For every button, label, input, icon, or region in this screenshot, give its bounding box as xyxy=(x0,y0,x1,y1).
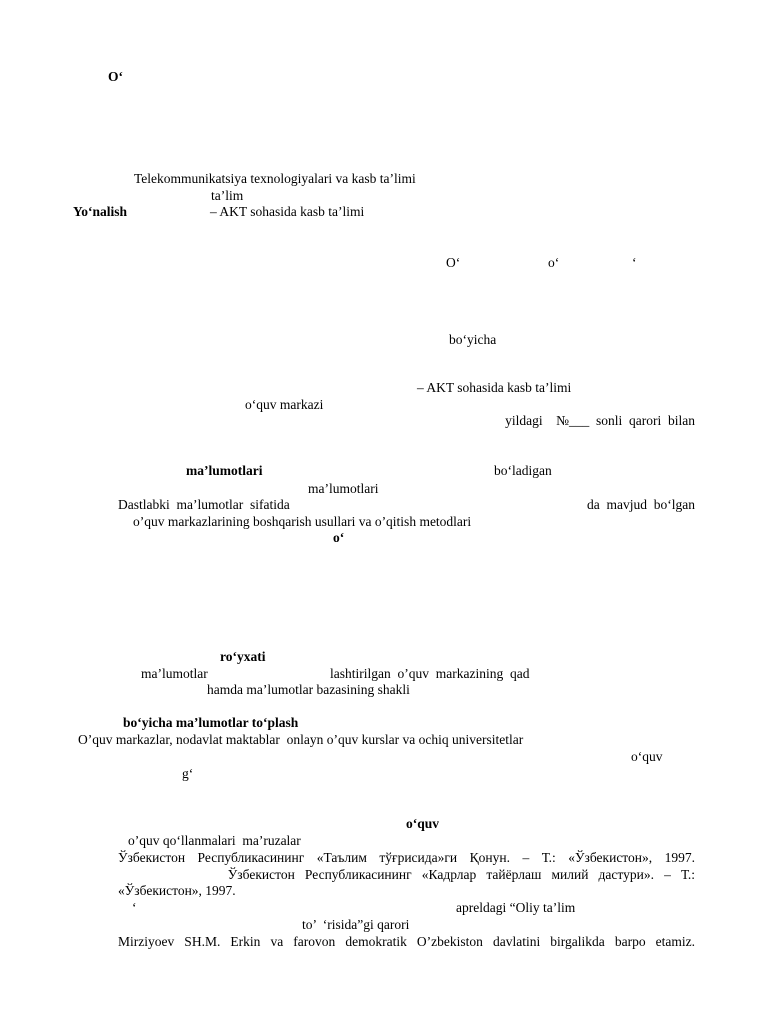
heading-fragment: O‘ xyxy=(108,69,123,84)
text-fragment: o‘ xyxy=(548,255,560,270)
text-fragment: lashtirilgan o’quv markazining qad xyxy=(330,666,530,681)
text-fragment: Dastlabki ma’lumotlar sifatida xyxy=(118,497,290,512)
text-fragment: da mavjud bo‘lgan xyxy=(587,497,695,512)
reference-item-cont: to’ ‘risida”gi qarori xyxy=(302,917,410,932)
text-line: O’quv markazlar, nodavlat maktablar onlayn o’quv kurslar va ochiq universitetlar xyxy=(78,732,524,747)
reference-item: Ўзбекистон Республикасининг «Таълим тўғрисида»ги Қонун. – Т.: «Ўзбекистон», 1997. xyxy=(118,850,695,865)
text-fragment: ma’lumotlari xyxy=(308,481,379,496)
bold-fragment: o‘ xyxy=(333,530,345,545)
text-line: – AKT sohasida kasb ta’limi xyxy=(417,380,572,395)
text-fragment: g‘ xyxy=(182,766,194,781)
text-fragment: ‘ xyxy=(632,255,637,270)
section-heading: bo‘yicha ma’lumotlar to‘plash xyxy=(123,715,299,730)
text-fragment: bo‘ladigan xyxy=(494,463,552,478)
text-line: o‘quv markazi xyxy=(245,397,324,412)
specialty-subtitle: ta’lim xyxy=(211,188,244,203)
specialty-title: Telekommunikatsiya texnologiyalari va kasb ta’limi xyxy=(134,171,416,186)
text-line: o’quv markazlarining boshqarish usullari va o’qitish metodlari xyxy=(133,514,472,529)
text-line: yildagi №___ sonli qarori bilan xyxy=(505,413,695,428)
text-line: hamda ma’lumotlar bazasining shakli xyxy=(207,682,410,697)
text-fragment: bo‘yicha xyxy=(449,332,497,347)
text-fragment: o‘quv xyxy=(631,749,663,764)
section-heading: o‘quv xyxy=(406,816,440,831)
reference-item: apreldagi “Oliy ta’lim xyxy=(456,900,576,915)
reference-item: Ўзбекистон Республикасининг «Кадрлар тайёрлаш милий дастури». – Т.: xyxy=(227,867,695,882)
reference-item: Mirziyoev SH.M. Erkin va farovon demokratik O’zbekiston davlatini birgalikda barpo etamiz. xyxy=(118,934,695,949)
text-fragment: ‘ xyxy=(132,900,137,915)
text-line: o’quv qo‘llanmalari ma’ruzalar xyxy=(128,833,301,848)
bold-fragment: ma’lumotlari xyxy=(186,463,263,478)
text-fragment: ma’lumotlar xyxy=(141,666,208,681)
direction-label: Yo‘nalish xyxy=(73,204,128,219)
text-fragment: O‘ xyxy=(446,255,461,270)
direction-value: – AKT sohasida kasb ta’limi xyxy=(210,204,365,219)
bold-fragment: ro‘yxati xyxy=(220,649,266,664)
reference-item-cont: «Ўзбекистон», 1997. xyxy=(118,883,236,898)
